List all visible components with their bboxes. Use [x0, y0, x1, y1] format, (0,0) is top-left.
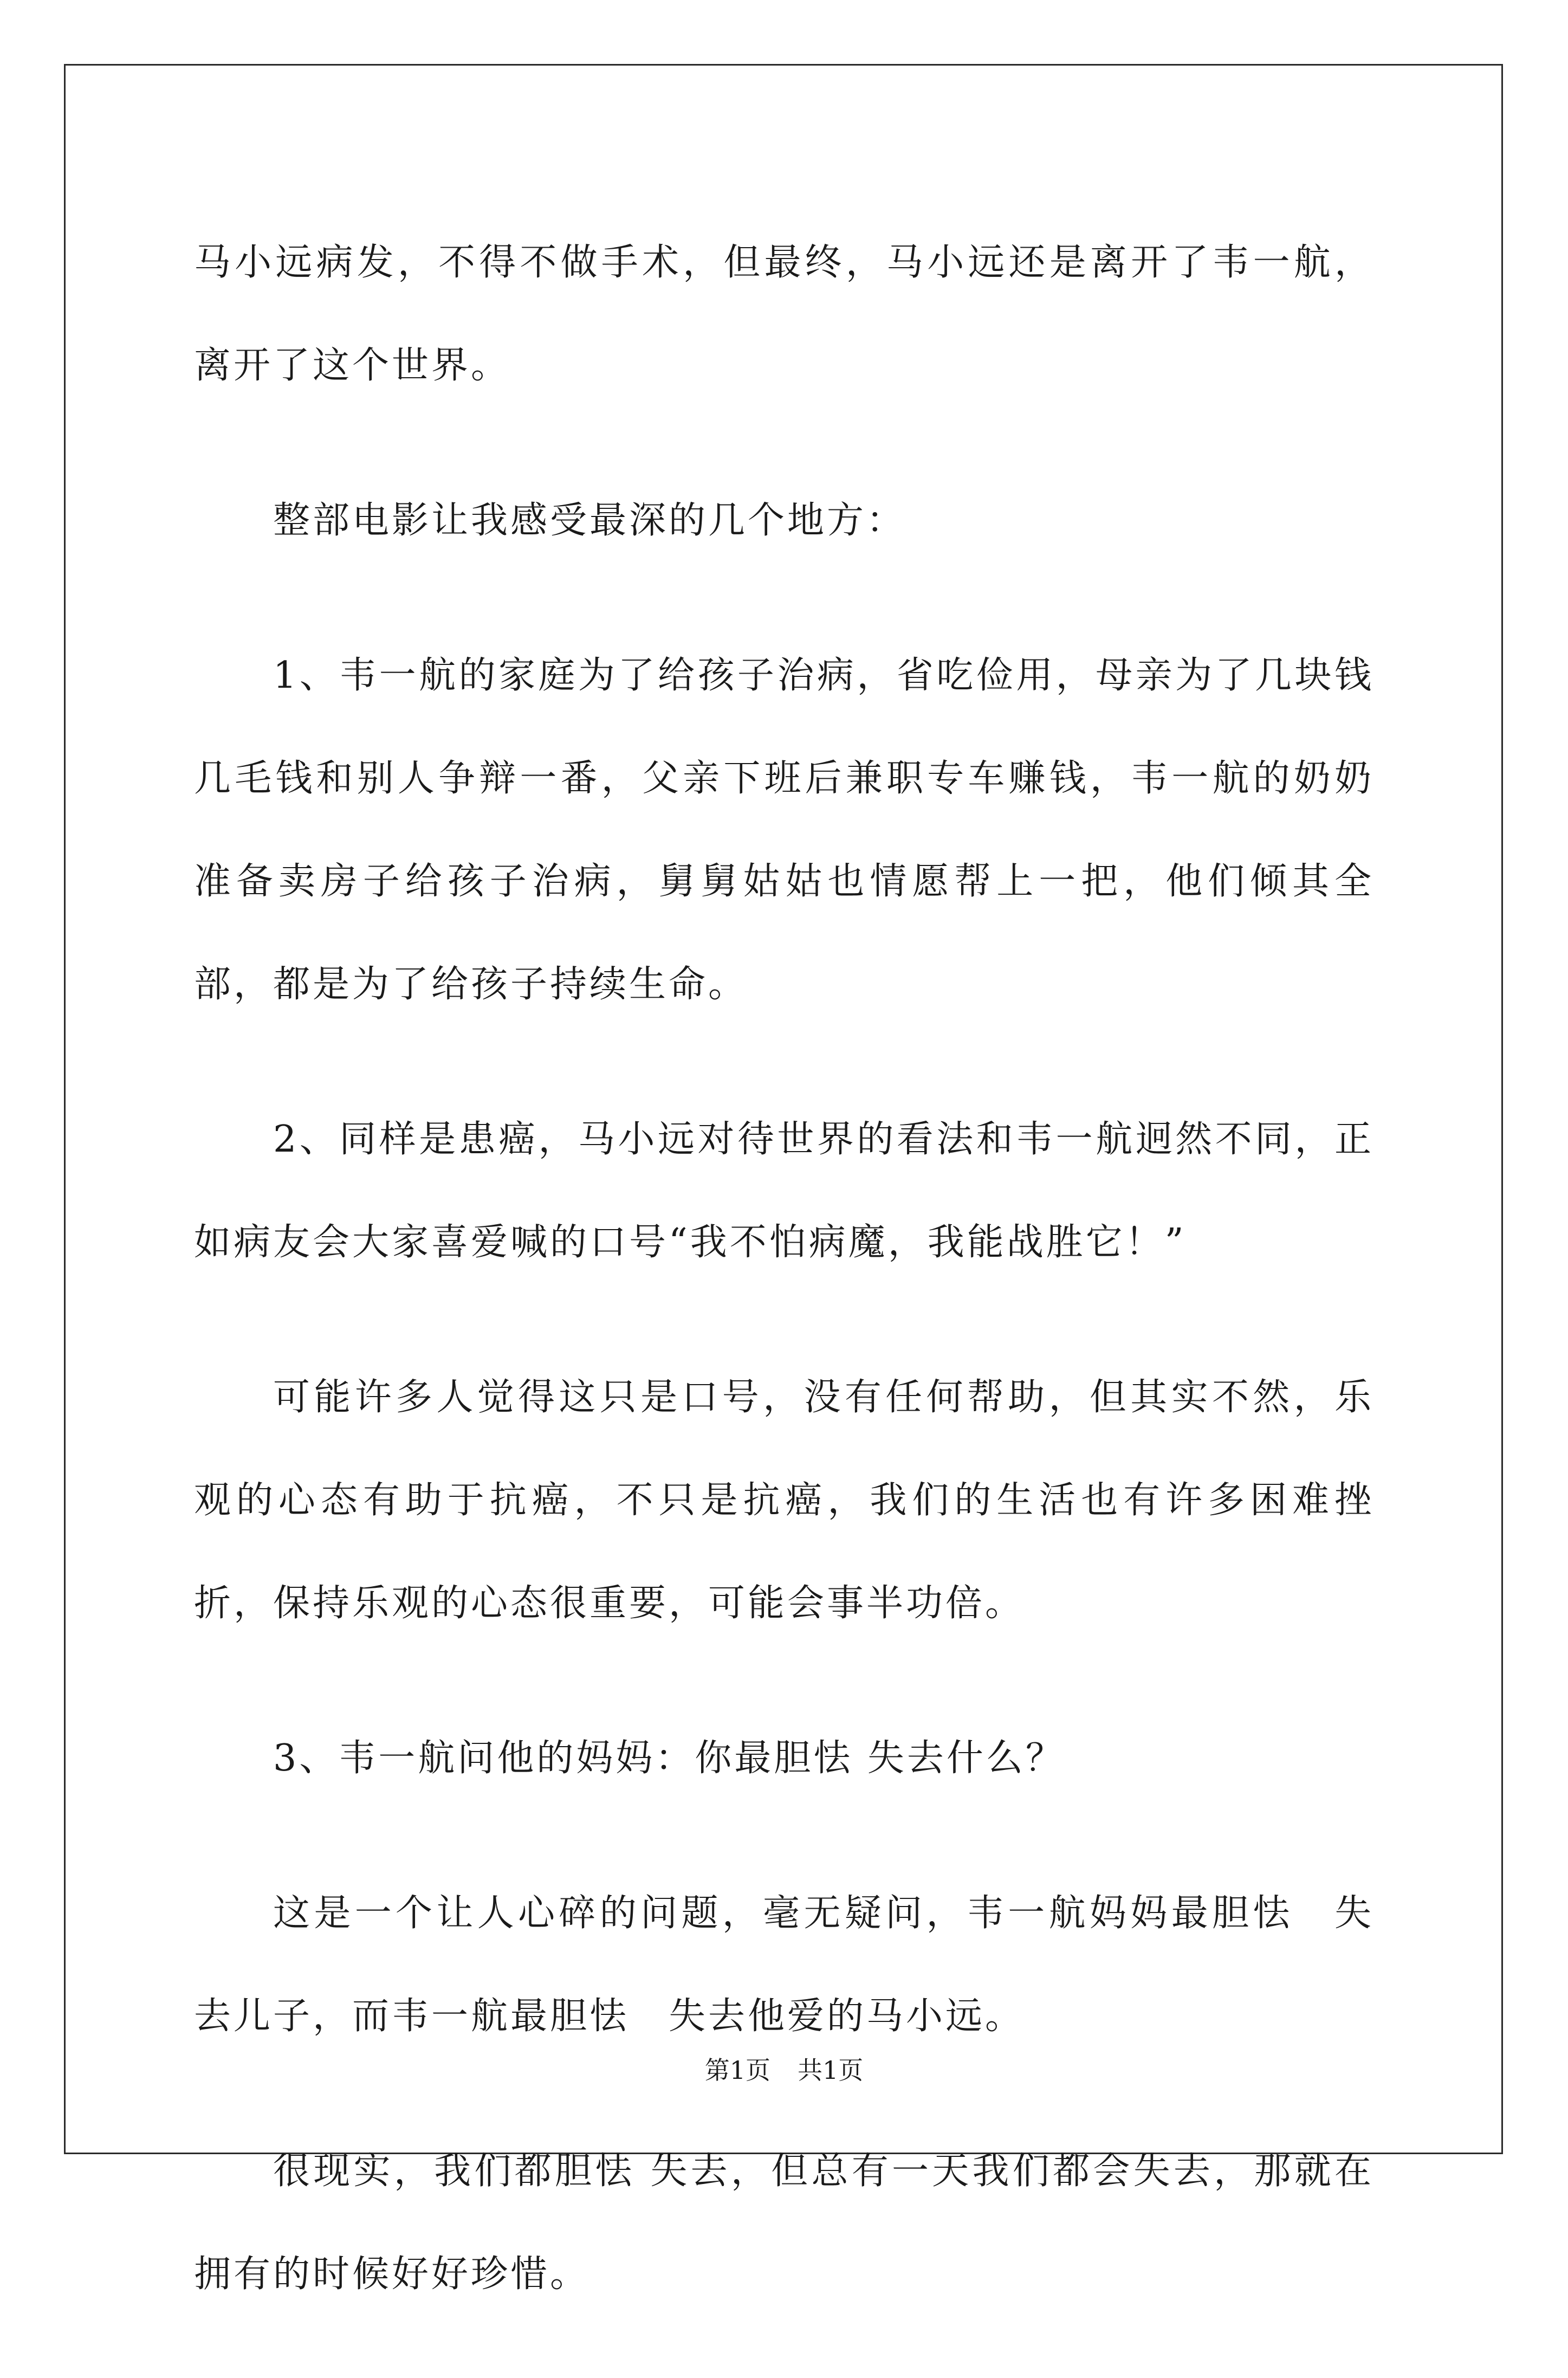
paragraph-4: 2、同样是患癌，马小远对待世界的看法和韦一航迥然不同，正如病友会大家喜爱喊的口号“我不怕病魔，我能战胜它！” [194, 1118, 1374, 1264]
paragraph-6: 3、韦一航问他的妈妈：你最胆怯 失去什么？ [273, 1737, 1065, 1780]
paragraph-2: 整部电影让我感受最深的几个地方： [273, 499, 906, 542]
document-body [194, 211, 1374, 2378]
paragraph-8: 很现实，我们都胆怯 失去，但总有一天我们都会失去，那就在拥有的时候好好珍惜。 [194, 2150, 1374, 2296]
paragraph-3: 1、韦一航的家庭为了给孩子治病，省吃俭用，母亲为了几块钱几毛钱和别人争辩一番，父亲下班后兼职专车赚钱，韦一航的奶奶准备卖房子给孩子治病，舅舅姑姑也情愿帮上一把，他们倾其全部，都是为了给孩子持续生命。 [194, 654, 1374, 1006]
paragraph-5: 可能许多人觉得这只是口号，没有任何帮助，但其实不然，乐观的心态有助于抗癌，不只是抗癌，我们的生活也有许多困难挫折，保持乐观的心态很重要，可能会事半功倍。 [194, 1376, 1374, 1625]
paragraph-1: 马小远病发，不得不做手术，但最终，马小远还是离开了韦一航，离开了这个世界。 [194, 241, 1374, 387]
page-total: 共1页 [798, 2056, 864, 2085]
paragraph-7: 这是一个让人心碎的问题，毫无疑问，韦一航妈妈最胆怯 失去儿子，而韦一航最胆怯 失去他爱的马小远。 [194, 1892, 1374, 2038]
page-footer [0, 2054, 1568, 2086]
page-number: 第1页 [704, 2056, 770, 2085]
